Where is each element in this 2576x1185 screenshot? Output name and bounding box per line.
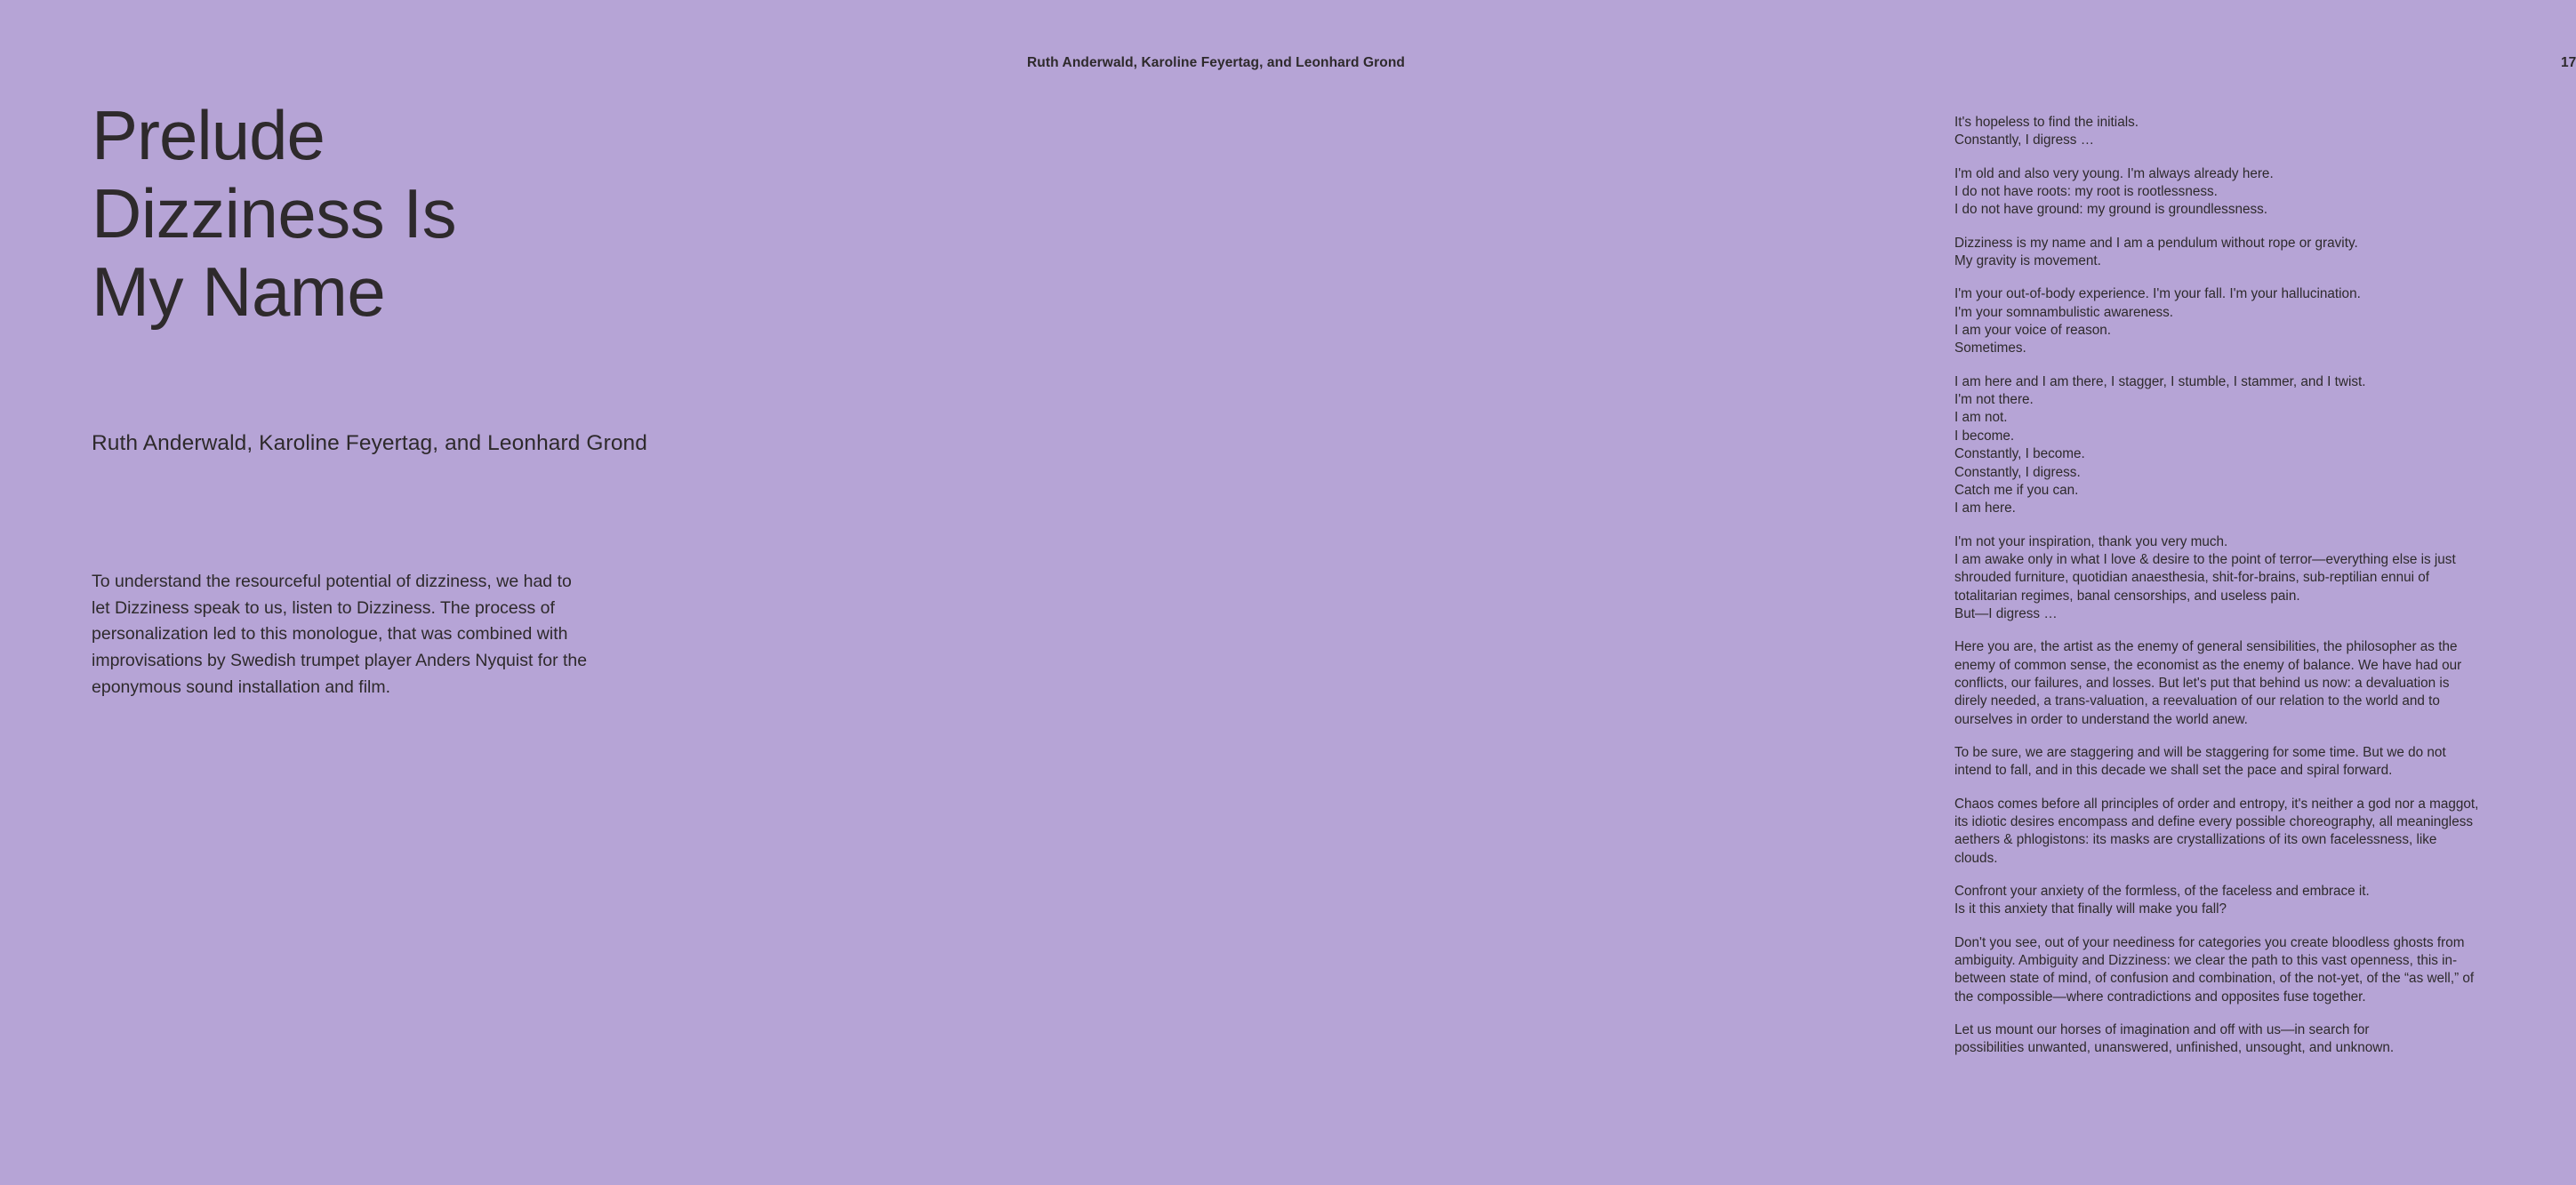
monologue-line: Confront your anxiety of the formless, of the faceless and embrace it.	[1954, 884, 2370, 900]
monologue-line: I am here.	[1954, 500, 2016, 516]
monologue-line: I am your voice of reason.	[1954, 323, 2111, 339]
monologue-line: I am not.	[1954, 410, 2008, 426]
monologue-paragraph: Here you are, the artist as the enemy of general sensibilities, the philosopher as the enemy of common sense, the economist as the enemy of balance. We have had our conflicts, our failures, and losses. But let's put that behind us now: a devaluation is direly needed, a trans-valuation, a reevaluation of our relation to the world and to ourselves in order to understand the world anew.	[1954, 639, 2462, 727]
title-line-dizziness-is: Dizziness Is	[92, 174, 457, 253]
monologue-line: Catch me if you can.	[1954, 482, 2079, 498]
monologue-paragraph	[1954, 883, 2479, 919]
monologue-paragraph	[1954, 114, 2479, 150]
monologue-line: I'm old and also very young. I'm always already here.	[1954, 165, 2274, 181]
monologue-body	[1954, 114, 2479, 1058]
monologue-paragraph	[1954, 285, 2479, 357]
monologue-line: Constantly, I digress …	[1954, 132, 2094, 148]
monologue-line: I'm your out-of-body experience. I'm your fall. I'm your hallucination.	[1954, 286, 2361, 302]
monologue-line: Dizziness is my name and I am a pendulum without rope or gravity.	[1954, 235, 2358, 251]
monologue-line: possibilities unwanted, unanswered, unfinished, unsought, and unknown.	[1954, 1040, 2395, 1056]
monologue-paragraph	[1954, 1021, 2479, 1058]
monologue-line: Constantly, I digress.	[1954, 464, 2081, 480]
title-line-prelude: Prelude	[92, 96, 325, 174]
page-number: 17	[2561, 55, 2576, 70]
monologue-paragraph: Don't you see, out of your neediness for categories you create bloodless ghosts from ambiguity. Ambiguity and Dizziness: we clear the path to this vast openness, this in-between state of mind, of confusion and combination, of the not-yet, of the “as well,” of the compossible—where contradictions and opposites fuse together.	[1954, 934, 2475, 1005]
monologue-line: I'm your somnambulistic awareness.	[1954, 304, 2174, 320]
intro-text: To understand the resourceful potential of dizziness, we had to let Dizziness speak to us, listen to Dizziness. The process of personalization led to this monologue, that was combined with improvisations by Swedish trumpet player Anders Nyquist for the eponymous sound installation and film.	[92, 572, 588, 697]
left-page	[0, 0, 889, 1185]
monologue-paragraph: To be sure, we are staggering and will be staggering for some time. But we do not intend to fall, and in this decade we shall set the pace and spiral forward.	[1954, 744, 2446, 779]
title-line-my-name: My Name	[92, 252, 386, 332]
monologue-line: It's hopeless to find the initials.	[1954, 115, 2139, 130]
monologue-line: I do not have ground: my ground is groundlessness.	[1954, 202, 2268, 218]
monologue-line: Constantly, I become.	[1954, 446, 2085, 462]
right-page	[889, 0, 2576, 1185]
monologue-line: But—I digress …	[1954, 605, 2058, 621]
monologue-paragraph	[1954, 165, 2479, 220]
monologue-line: Let us mount our horses of imagination and off with us—in search for	[1954, 1022, 2370, 1038]
monologue-line: I am here and I am there, I stagger, I stumble, I stammer, and I twist.	[1954, 373, 2366, 389]
monologue-line: I'm not your inspiration, thank you very much.	[1954, 533, 2228, 549]
intro-paragraph	[92, 569, 590, 701]
authors-byline: Ruth Anderwald, Karoline Feyertag, and Leonhard Grond	[92, 431, 648, 455]
monologue-paragraph	[1954, 373, 2479, 518]
monologue-line: Is it this anxiety that finally will make you fall?	[1954, 901, 2227, 917]
monologue-line: My gravity is movement.	[1954, 253, 2101, 269]
monologue-paragraph	[1954, 533, 2479, 624]
monologue-line: I am awake only in what I love & desire to the point of terror—everything else is just shrouded furniture, quotidian anaesthesia, shit-for-brains, sub-reptilian ennui of totalitarian regimes, banal censorships, and useless pain.	[1954, 551, 2456, 604]
page-title	[92, 96, 821, 331]
monologue-line: I become.	[1954, 428, 2015, 444]
monologue-line: I'm not there.	[1954, 392, 2034, 408]
monologue-line: I do not have roots: my root is rootlessness.	[1954, 184, 2218, 200]
monologue-paragraph	[1954, 235, 2479, 271]
monologue-paragraph: Chaos comes before all principles of order and entropy, it's neither a god nor a maggot, its idiotic desires encompass and define every possible choreography, all meaningless aethers & phlogistons: its masks are crystallizations of its own facelessness, like clouds.	[1954, 796, 2479, 866]
monologue-line: Sometimes.	[1954, 340, 2026, 356]
running-head: Ruth Anderwald, Karoline Feyertag, and Leonhard Grond	[1027, 55, 1405, 70]
